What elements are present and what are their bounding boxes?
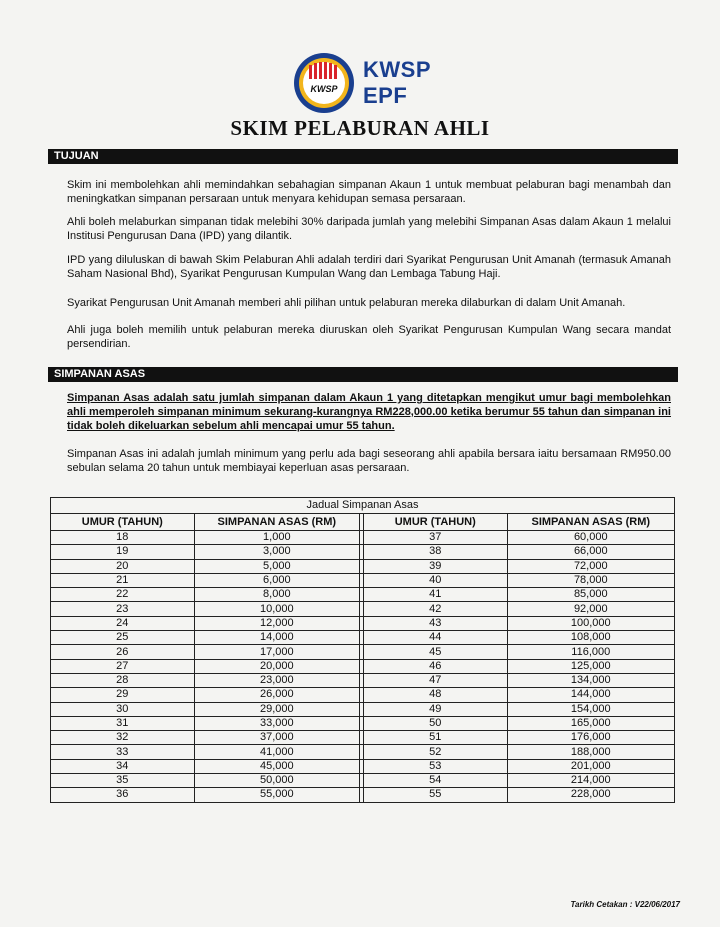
simpanan-cell: 1,000 — [194, 531, 359, 545]
umur-cell: 29 — [51, 688, 195, 702]
simpanan-cell: 60,000 — [507, 531, 674, 545]
table-row — [51, 588, 675, 602]
umur-cell: 40 — [363, 573, 507, 587]
simpanan-cell: 116,000 — [507, 645, 674, 659]
umur-cell: 44 — [363, 631, 507, 645]
table-row — [51, 788, 675, 802]
header-umur-right: UMUR (TAHUN) — [363, 514, 507, 531]
table-row — [51, 559, 675, 573]
umur-cell: 55 — [363, 788, 507, 802]
simpanan-cell: 188,000 — [507, 745, 674, 759]
umur-cell: 19 — [51, 545, 195, 559]
section-heading-tujuan: TUJUAN — [48, 149, 678, 164]
tujuan-paragraph-3: IPD yang diluluskan di bawah Skim Pelaburan Ahli adalah terdiri dari Syarikat Pengurusan Unit Amanah (termasuk Amanah Saham Nasional Bhd), Syarikat Pengurusan Kumpulan Wang dan Lembaga Tabung Haji. — [67, 254, 671, 280]
tujuan-paragraph-4: Syarikat Pengurusan Unit Amanah memberi ahli pilihan untuk pelaburan mereka dilaburkan di dalam Unit Amanah. — [67, 297, 626, 309]
table-row — [51, 545, 675, 559]
section-heading-simpanan-asas: SIMPANAN ASAS — [48, 367, 678, 382]
print-date: Tarikh Cetakan : V22/06/2017 — [570, 900, 680, 909]
simpanan-cell: 134,000 — [507, 673, 674, 687]
emblem-text: KWSP — [310, 84, 338, 94]
tujuan-paragraph-1: Skim ini membolehkan ahli memindahkan sebahagian simpanan Akaun 1 untuk membuat pelaburan bagi menambah dan meningkatkan simpanan persaraan untuk menyara kehidupan semasa persaraan. — [67, 179, 671, 205]
umur-cell: 32 — [51, 731, 195, 745]
table-row — [51, 645, 675, 659]
simpanan-cell: 144,000 — [507, 688, 674, 702]
simpanan-cell: 5,000 — [194, 559, 359, 573]
table-header-row — [51, 514, 675, 531]
simpanan-cell: 100,000 — [507, 616, 674, 630]
simpanan-cell: 14,000 — [194, 631, 359, 645]
umur-cell: 33 — [51, 745, 195, 759]
page-title: SKIM PELABURAN AHLI — [230, 116, 490, 140]
simpanan-cell: 50,000 — [194, 774, 359, 788]
table-row — [51, 716, 675, 730]
simpanan-cell: 12,000 — [194, 616, 359, 630]
table-row — [51, 531, 675, 545]
table-row — [51, 673, 675, 687]
simpanan-cell: 92,000 — [507, 602, 674, 616]
kwsp-logo — [293, 52, 461, 114]
table-row — [51, 573, 675, 587]
header-simpanan-left: SIMPANAN ASAS (RM) — [194, 514, 359, 531]
simpanan-cell: 55,000 — [194, 788, 359, 802]
umur-cell: 35 — [51, 774, 195, 788]
simpanan-cell: 23,000 — [194, 673, 359, 687]
header-simpanan-right: SIMPANAN ASAS (RM) — [507, 514, 674, 531]
tujuan-paragraph-2: Ahli boleh melaburkan simpanan tidak melebihi 30% daripada jumlah yang melebihi Simpanan Asas dalam Akaun 1 melalui Institusi Pengurusan Dana (IPD) yang dilantik. — [67, 216, 671, 242]
umur-cell: 51 — [363, 731, 507, 745]
umur-cell: 24 — [51, 616, 195, 630]
simpanan-cell: 125,000 — [507, 659, 674, 673]
simpanan-cell: 201,000 — [507, 759, 674, 773]
simpanan-cell: 72,000 — [507, 559, 674, 573]
umur-cell: 41 — [363, 588, 507, 602]
umur-cell: 37 — [363, 531, 507, 545]
umur-cell: 47 — [363, 673, 507, 687]
umur-cell: 42 — [363, 602, 507, 616]
simpanan-cell: 176,000 — [507, 731, 674, 745]
umur-cell: 20 — [51, 559, 195, 573]
table-row — [51, 774, 675, 788]
umur-cell: 52 — [363, 745, 507, 759]
umur-cell: 22 — [51, 588, 195, 602]
logo-epf-text: EPF — [363, 83, 408, 108]
simpanan-cell: 41,000 — [194, 745, 359, 759]
table-row — [51, 631, 675, 645]
simpanan-asas-highlight: Simpanan Asas adalah satu jumlah simpanan dalam Akaun 1 yang ditetapkan mengikut umur bagi membolehkan ahli memperoleh simpanan minimum sekurang-kurangnya RM228,000.00 ketika berumur 55 tahun dan simpanan ini tidak boleh dikeluarkan sebelum ahli mencapai umur 55 tahun. — [67, 392, 671, 432]
umur-cell: 31 — [51, 716, 195, 730]
umur-cell: 46 — [363, 659, 507, 673]
simpanan-cell: 33,000 — [194, 716, 359, 730]
simpanan-cell: 78,000 — [507, 573, 674, 587]
simpanan-cell: 165,000 — [507, 716, 674, 730]
umur-cell: 23 — [51, 602, 195, 616]
simpanan-cell: 6,000 — [194, 573, 359, 587]
table-row — [51, 731, 675, 745]
header-umur-left: UMUR (TAHUN) — [51, 514, 195, 531]
umur-cell: 27 — [51, 659, 195, 673]
simpanan-cell: 45,000 — [194, 759, 359, 773]
umur-cell: 18 — [51, 531, 195, 545]
simpanan-cell: 29,000 — [194, 702, 359, 716]
umur-cell: 38 — [363, 545, 507, 559]
umur-cell: 45 — [363, 645, 507, 659]
umur-cell: 34 — [51, 759, 195, 773]
logo-kwsp-text: KWSP — [363, 57, 431, 82]
umur-cell: 39 — [363, 559, 507, 573]
table-row — [51, 659, 675, 673]
umur-cell: 54 — [363, 774, 507, 788]
umur-cell: 43 — [363, 616, 507, 630]
simpanan-asas-paragraph: Simpanan Asas ini adalah jumlah minimum yang perlu ada bagi seseorang ahli apabila bersara iaitu bersamaan RM950.00 sebulan selama 20 tahun untuk membiayai keperluan asas persaraan. — [67, 448, 671, 474]
simpanan-cell: 10,000 — [194, 602, 359, 616]
simpanan-cell: 66,000 — [507, 545, 674, 559]
table-row — [51, 745, 675, 759]
simpanan-cell: 154,000 — [507, 702, 674, 716]
tujuan-paragraph-5: Ahli juga boleh memilih untuk pelaburan mereka diuruskan oleh Syarikat Pengurusan Kumpulan Wang secara mandat persendirian. — [67, 324, 671, 350]
table-row — [51, 616, 675, 630]
umur-cell: 25 — [51, 631, 195, 645]
simpanan-cell: 214,000 — [507, 774, 674, 788]
simpanan-cell: 108,000 — [507, 631, 674, 645]
simpanan-cell: 3,000 — [194, 545, 359, 559]
table-row — [51, 759, 675, 773]
table-caption: Jadual Simpanan Asas — [51, 498, 675, 514]
table-row — [51, 602, 675, 616]
umur-cell: 36 — [51, 788, 195, 802]
umur-cell: 53 — [363, 759, 507, 773]
simpanan-cell: 228,000 — [507, 788, 674, 802]
umur-cell: 50 — [363, 716, 507, 730]
umur-cell: 48 — [363, 688, 507, 702]
simpanan-cell: 26,000 — [194, 688, 359, 702]
table-row — [51, 702, 675, 716]
simpanan-cell: 17,000 — [194, 645, 359, 659]
umur-cell: 26 — [51, 645, 195, 659]
simpanan-cell: 37,000 — [194, 731, 359, 745]
simpanan-cell: 20,000 — [194, 659, 359, 673]
umur-cell: 28 — [51, 673, 195, 687]
table-row — [51, 688, 675, 702]
umur-cell: 21 — [51, 573, 195, 587]
simpanan-asas-table — [50, 497, 675, 803]
umur-cell: 30 — [51, 702, 195, 716]
kwsp-emblem-icon — [293, 52, 355, 114]
simpanan-cell: 85,000 — [507, 588, 674, 602]
umur-cell: 49 — [363, 702, 507, 716]
simpanan-cell: 8,000 — [194, 588, 359, 602]
